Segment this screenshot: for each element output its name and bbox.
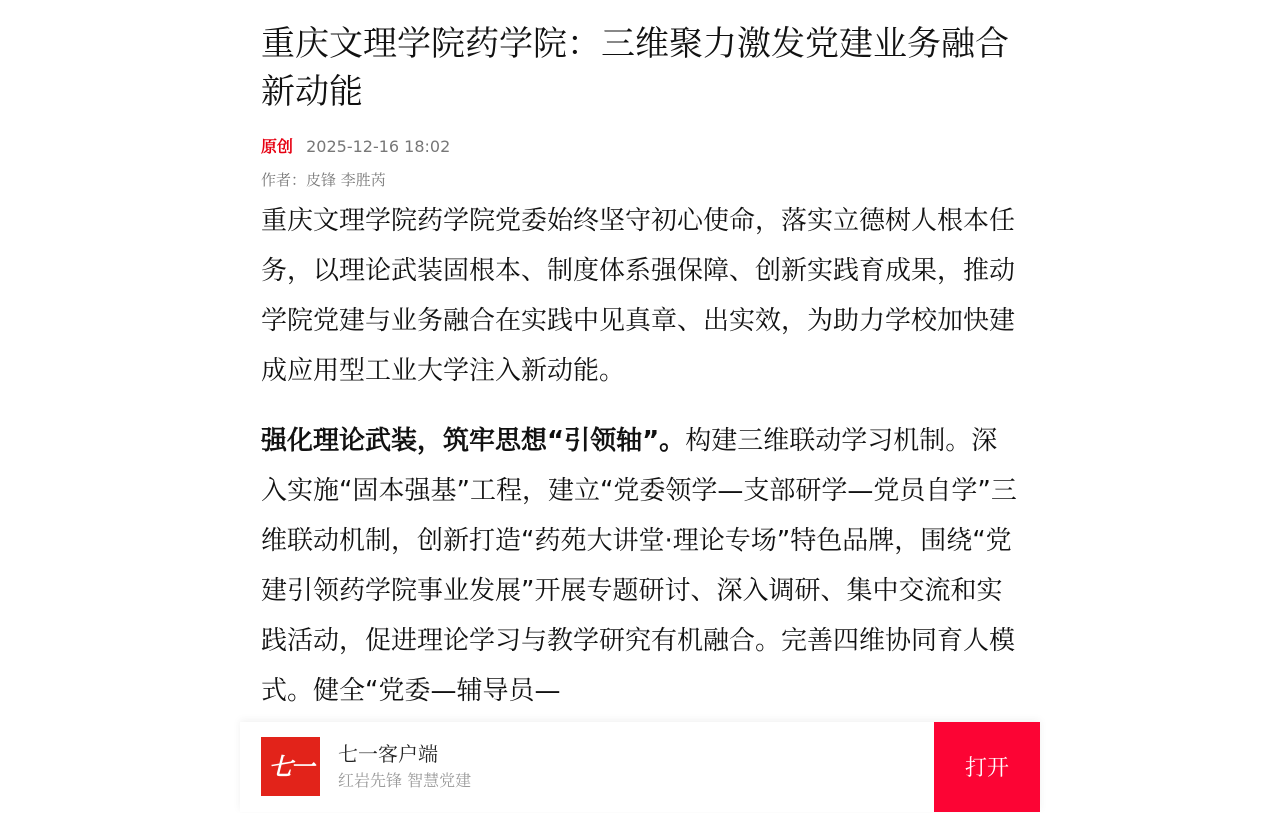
article [261,0,1021,716]
article-paragraph [261,416,1021,716]
open-app-button[interactable]: 打开 [934,722,1040,812]
author-label: 作者： [261,171,307,189]
paragraph-text: 重庆文理学院药学院党委始终坚守初心使命，落实立德树人根本任务，以理论武装固根本、制度体系强保障、创新实践育成果，推动学院党建与业务融合在实践中见真章、出实效，为助力学校加快建成应用型工业大学注入新动能。 [261,206,1016,386]
app-slogan: 红岩先锋 智慧党建 [338,771,472,790]
article-title: 重庆文理学院药学院：三维聚力激发党建业务融合新动能 [261,24,1009,112]
paragraph-lead: 强化理论武装，筑牢思想“引领轴”。 [261,426,686,456]
app-logo-icon: 七一 [261,737,320,796]
article-meta [261,134,1021,160]
author-line [261,168,1021,192]
app-download-banner[interactable] [240,722,1040,812]
origin-badge: 原创 [261,137,294,156]
app-name: 七一客户端 [338,742,438,766]
paragraph-text: 构建三维联动学习机制。深入实施“固本强基”工程，建立“党委领学—支部研学—党员自学”三维联动机制，创新打造“药苑大讲堂·理论专场”特色品牌，围绕“党建引领药学院事业发展”开展专题研讨、深入调研、集中交流和实践活动，促进理论学习与教学研究有机融合。完善四维协同育人模式。健全“党委—辅导员— [261,426,1017,706]
article-paragraph [261,196,1021,396]
publish-datetime: 2025-12-16 18:02 [306,137,451,156]
author-names: 皮锋 李胜芮 [306,171,386,189]
